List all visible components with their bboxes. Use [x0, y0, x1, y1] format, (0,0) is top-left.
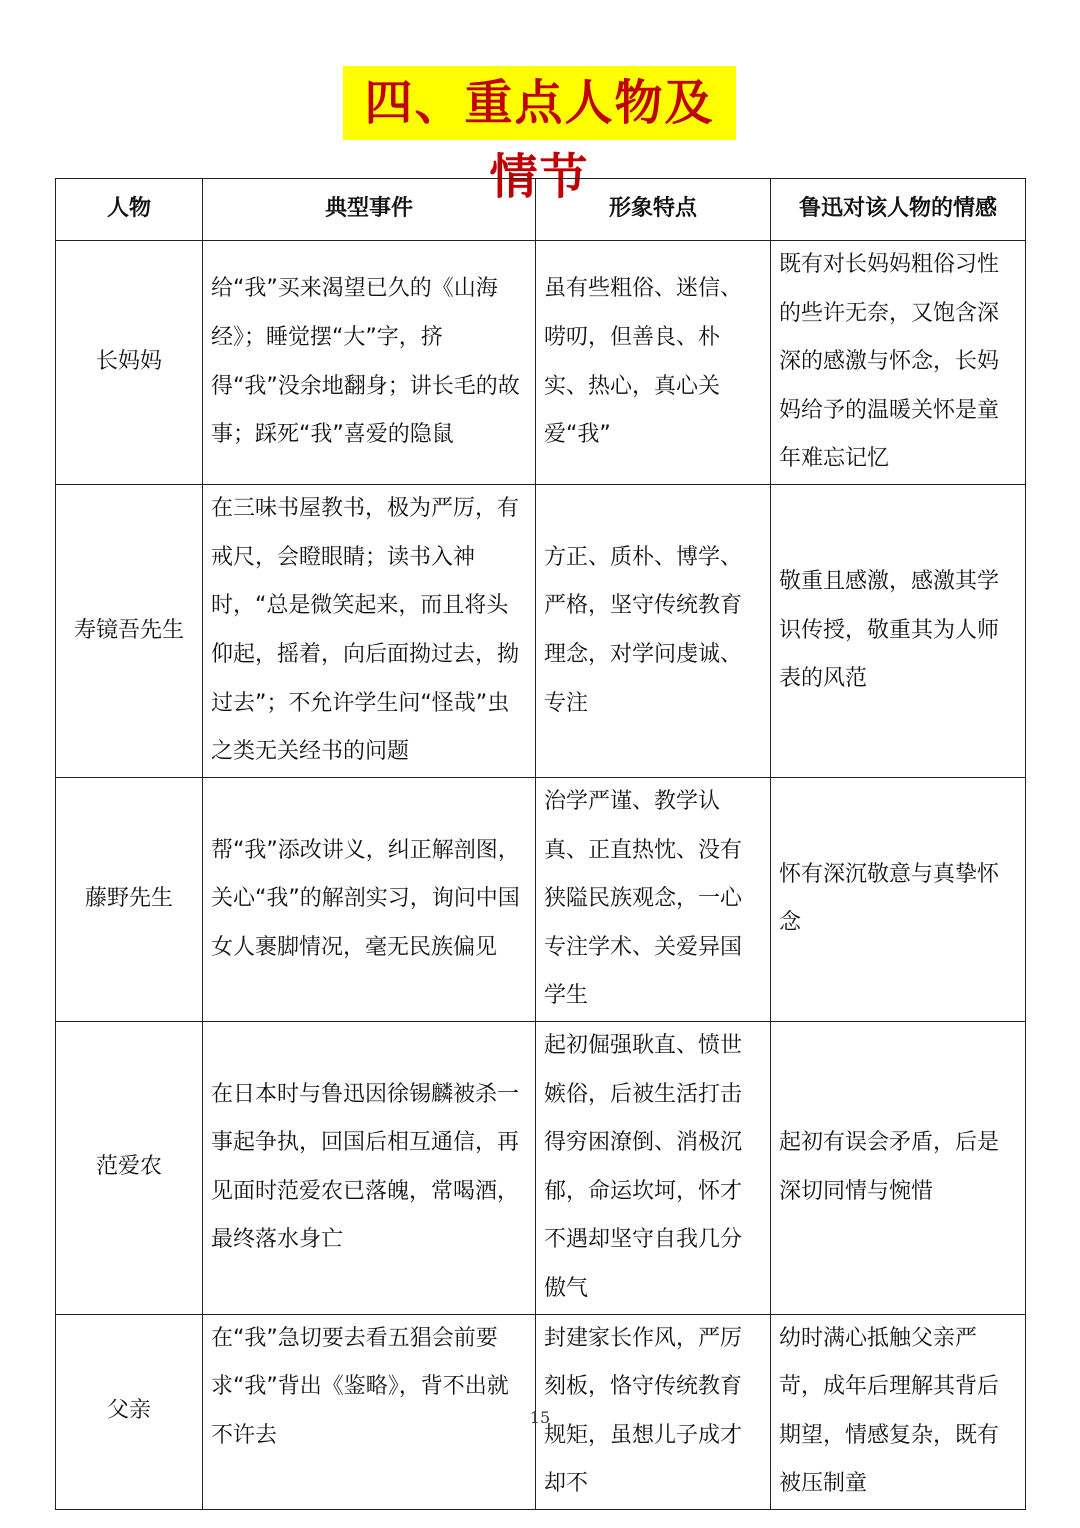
cell-events: 在“我”急切要去看五猖会前要求“我”背出《鉴略》，背不出就不许去: [203, 1314, 536, 1509]
cell-events: 在日本时与鲁迅因徐锡麟被杀一事起争执，回国后相互通信，再见面时范爱农已落魄，常喝酒，最终落水身亡: [203, 1021, 536, 1314]
cell-events: 帮“我”添改讲义，纠正解剖图，关心“我”的解剖实习，询问中国女人裹脚情况，毫无民族偏见: [203, 778, 536, 1022]
cell-traits: 起初倔强耿直、愤世嫉俗，后被生活打击得穷困潦倒、消极沉郁，命运坎坷，怀才不遇却坚守自我几分傲气: [536, 1021, 771, 1314]
cell-feelings: 幼时满心抵触父亲严苛，成年后理解其背后期望，情感复杂，既有被压制童: [771, 1314, 1026, 1509]
cell-character: 范爱农: [56, 1021, 203, 1314]
table-row: [56, 778, 1026, 1022]
page-title: 四、重点人物及情节: [343, 66, 736, 140]
cell-traits: 封建家长作风，严厉刻板，恪守传统教育规矩，虽想儿子成才却不: [536, 1314, 771, 1509]
page-number: 15: [529, 1408, 551, 1427]
table-header-row: [56, 179, 1026, 241]
header-typical-events: 典型事件: [203, 179, 536, 241]
cell-traits: 虽有些粗俗、迷信、唠叨，但善良、朴实、热心，真心关爱“我”: [536, 241, 771, 485]
cell-character: 父亲: [56, 1314, 203, 1509]
cell-feelings: 怀有深沉敬意与真挚怀念: [771, 778, 1026, 1022]
cell-traits: 方正、质朴、博学、严格，坚守传统教育理念，对学问虔诚、专注: [536, 485, 771, 778]
cell-feelings: 起初有误会矛盾，后是深切同情与惋惜: [771, 1021, 1026, 1314]
cell-events: 给“我”买来渴望已久的《山海经》；睡觉摆“大”字，挤得“我”没余地翻身；讲长毛的故事；踩死“我”喜爱的隐鼠: [203, 241, 536, 485]
table-row: [56, 241, 1026, 485]
cell-feelings: 敬重且感激，感激其学识传授，敬重其为人师表的风范: [771, 485, 1026, 778]
cell-events: 在三味书屋教书，极为严厉，有戒尺，会瞪眼睛；读书入神时，“总是微笑起来，而且将头仰起，摇着，向后面拗过去，拗过去”；不允许学生问“怪哉”虫之类无关经书的问题: [203, 485, 536, 778]
cell-character: 藤野先生: [56, 778, 203, 1022]
cell-feelings: 既有对长妈妈粗俗习性的些许无奈，又饱含深深的感激与怀念，长妈妈给予的温暖关怀是童年难忘记忆: [771, 241, 1026, 485]
character-table: [55, 178, 1026, 1510]
cell-traits: 治学严谨、教学认真、正直热忱、没有狭隘民族观念，一心专注学术、关爱异国学生: [536, 778, 771, 1022]
table-row: [56, 1021, 1026, 1314]
cell-character: 寿镜吾先生: [56, 485, 203, 778]
header-traits: 形象特点: [536, 179, 771, 241]
table-row: [56, 485, 1026, 778]
cell-character: 长妈妈: [56, 241, 203, 485]
header-character: 人物: [56, 179, 203, 241]
header-feelings: 鲁迅对该人物的情感: [771, 179, 1026, 241]
